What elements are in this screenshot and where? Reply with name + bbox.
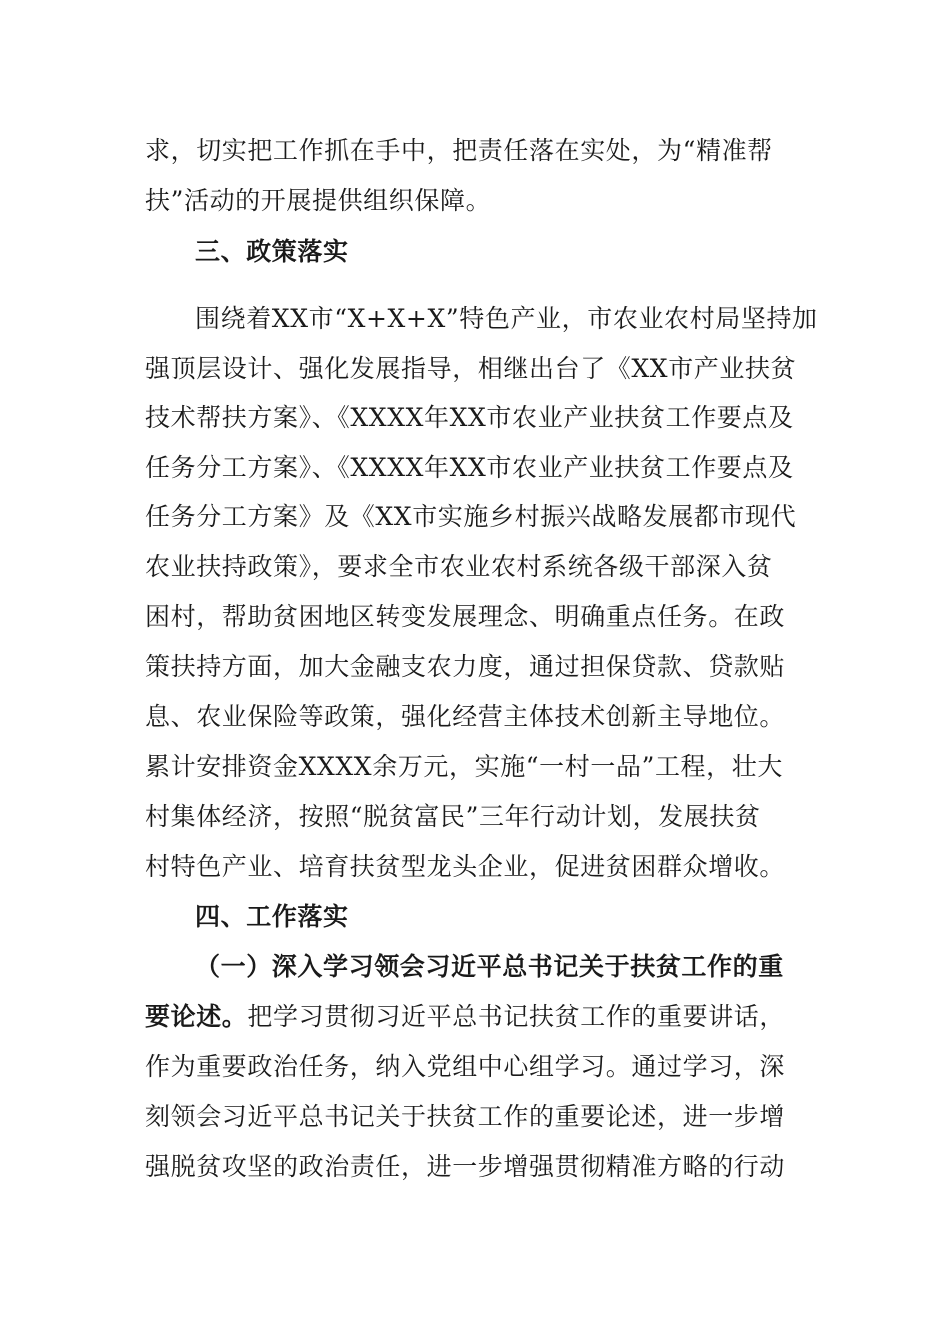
body-text-line: 任务分工方案》、《XXXX年XX市农业产业扶贫工作要点及: [145, 453, 794, 482]
body-text-line: 策扶持方面，加大金融支农力度，通过担保贷款、贷款贴: [145, 652, 786, 681]
subsection-heading: （一）深入学习领会习近平总书记关于扶贫工作的重: [195, 952, 784, 981]
body-text-line: 围绕着XX市“X+X+X”特色产业，市农业农村局坚持加: [195, 304, 818, 333]
body-text-line: 困村，帮助贫困地区转变发展理念、明确重点任务。在政: [145, 602, 786, 631]
body-text-line: 求，切实把工作抓在手中，把责任落在实处，为“精准帮: [145, 136, 773, 165]
body-text-line: 扶”活动的开展提供组织保障。: [145, 186, 492, 215]
body-text-segment: 把学习贯彻习近平总书记扶贫工作的重要讲话，: [247, 1002, 786, 1031]
body-text-line: 村集体经济，按照“脱贫富民”三年行动计划，发展扶贫: [145, 802, 761, 831]
body-text-line: 累计安排资金XXXX余万元，实施“一村一品”工程，壮大: [145, 752, 783, 781]
body-text-line: 息、农业保险等政策，强化经营主体技术创新主导地位。: [145, 702, 786, 731]
body-text-line: 技术帮扶方案》、《XXXX年XX市农业产业扶贫工作要点及: [145, 403, 794, 432]
section-heading-policy: 三、政策落实: [195, 237, 349, 266]
body-text-line: 任务分工方案》及《XX市实施乡村振兴战略发展都市现代: [145, 502, 797, 531]
body-text-line: 强脱贫攻坚的政治责任，进一步增强贯彻精准方略的行动: [145, 1152, 786, 1181]
section-heading-work: 四、工作落实: [195, 902, 349, 931]
body-text-line: 村特色产业、培育扶贫型龙头企业，促进贫困群众增收。: [145, 852, 786, 881]
body-text-line: [145, 1000, 825, 1034]
body-text-line: 强顶层设计、强化发展指导，相继出台了《XX市产业扶贫: [145, 354, 797, 383]
body-text-line: 农业扶持政策》，要求全市农业农村系统各级干部深入贫: [145, 552, 773, 581]
subsection-heading-end: 要论述。: [145, 1002, 248, 1031]
body-text-line: 刻领会习近平总书记关于扶贫工作的重要论述，进一步增: [145, 1102, 786, 1131]
body-text-line: 作为重要政治任务，纳入党组中心组学习。通过学习，深: [145, 1052, 786, 1081]
